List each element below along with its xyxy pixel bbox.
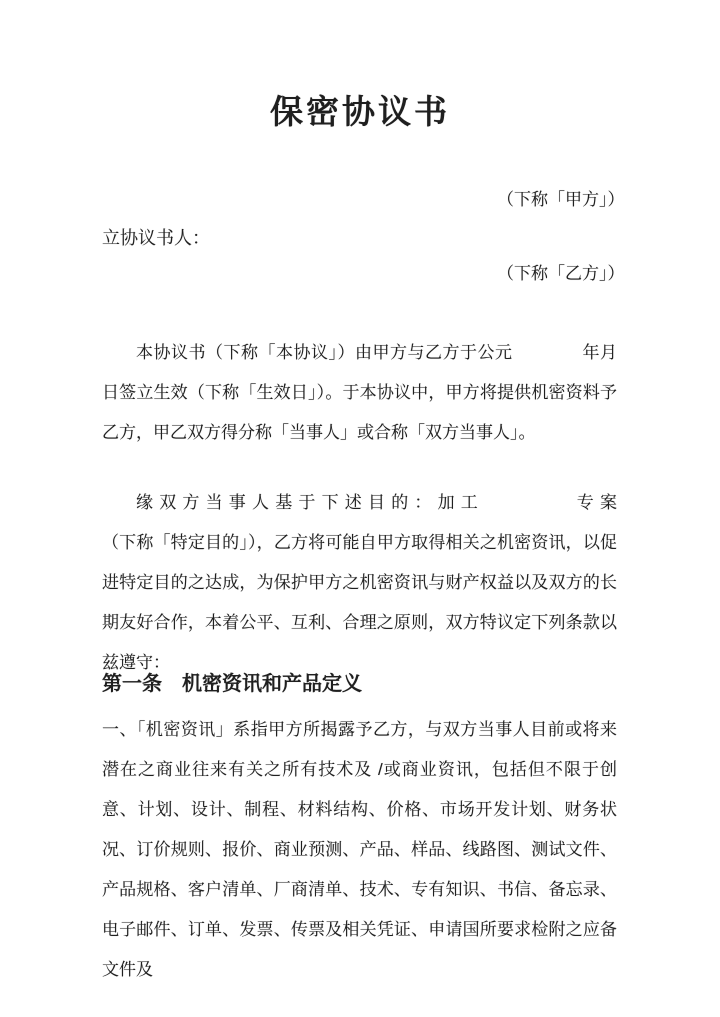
article-1-item-1: 一、「机密资讯」系指甲方所揭露予乙方，与双方当事人目前或将来潜在之商业往来有关之所有技术及 /或商业资讯，包括但不限于创意、计划、设计、制程、材料结构、价格、市场开发计划、财务状况、订价规则、报价、商业预测、产品、样品、线路图、测试文件、产品规格、客户清单、厂商清单、技术、专有知识、书信、备忘录、电子邮件、订单、发票、传票及相关凭证、申请国所要求检附之应备文件及 [102,720,617,979]
party-b-designation: （下称「乙方」） [497,264,625,283]
document-title: 保密协议书 [270,95,450,131]
purpose-blank-line: 缘双方当事人基于下述目的：加工 专案 [136,493,617,512]
intro-paragraph: 本协议书（下称「本协议」）由甲方与乙方于公元 年月 日签立生效（下称「生效日」）。于本协议中，甲方将提供机密资料予乙方，甲乙双方得分称「当事人」或合称「双方当事人」。 [102,343,668,442]
article-1-heading: 第一条 机密资讯和产品定义 [102,673,362,695]
purpose-paragraph: （下称「特定目的」），乙方将可能自甲方取得相关之机密资讯，以促进特定目的之达成，为保护甲方之机密资讯与财产权益以及双方的长期友好合作，本着公平、互利、合理之原则，双方特议定下列条款以兹遵守： [102,533,617,672]
party-a-designation: （下称「甲方」） [497,190,625,209]
signatory-label: 立协议书人： [102,228,210,248]
